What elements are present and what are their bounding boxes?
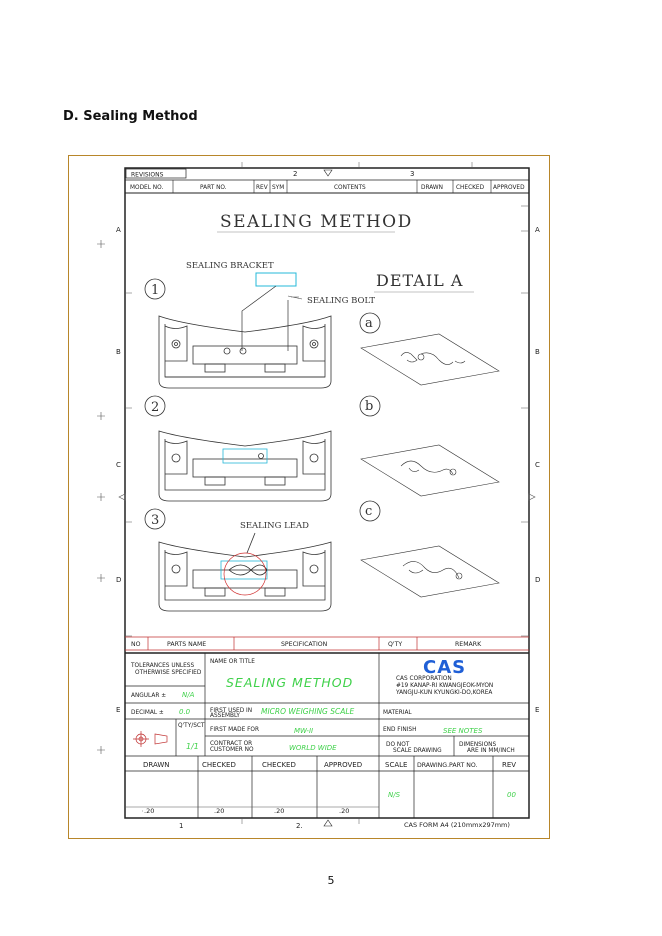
tb-bottom-header-scale: SCALE [385, 761, 408, 769]
tb-first-used-value: MICRO WEIGHING SCALE [261, 707, 355, 716]
tb-first-used-label-1: FIRST USED IN [210, 708, 253, 714]
detail-a-letter: a [365, 316, 373, 331]
tb-bottom-header-rev: REV [502, 761, 517, 769]
projection-symbol-icon [133, 731, 167, 747]
zone-left-e: E [116, 706, 121, 714]
parts-header-spec: SPECIFICATION [281, 641, 328, 648]
zone-right-e: E [535, 706, 540, 714]
tb-tolerances: TOLERANCES UNLESS [131, 663, 195, 669]
tb-bottom-header-drawing-part: DRAWING.PART NO. [417, 762, 478, 769]
zone-top-2: 2 [293, 170, 298, 178]
tb-first-used-label-2: ASSEMBLY [210, 713, 240, 719]
tb-contract-label-1: CONTRACT OR [210, 741, 253, 747]
parts-header-no: NO [131, 641, 141, 648]
tb-company-line-1: CAS CORPORATION [396, 676, 452, 682]
zone-top-3: 3 [410, 170, 415, 178]
cas-logo: CAS [423, 657, 467, 678]
scale-view-3 [159, 533, 331, 611]
tb-date-checked-2: .20 [274, 807, 285, 815]
parts-header-name: PARTS NAME [167, 641, 207, 648]
tb-bottom-header-checked-1: CHECKED [202, 761, 236, 769]
tb-name-label: NAME OR TITLE [210, 659, 255, 665]
zone-left-a: A [116, 226, 121, 234]
zone-right-b: B [535, 348, 540, 356]
rev-header-drawn: DRAWN [421, 185, 443, 191]
tb-decimal-value: 0.0 [179, 708, 191, 716]
zone-bottom-1: 1 [179, 822, 184, 830]
step-2-number: 2 [151, 400, 160, 415]
step-1-number: 1 [151, 283, 160, 298]
sealing-bracket-highlight [256, 273, 296, 286]
zone-left-c: C [116, 461, 121, 469]
scale-view-2 [159, 431, 331, 501]
sealing-lead-label: SEALING LEAD [240, 521, 309, 531]
detail-a-view [361, 334, 499, 385]
center-mark-top [324, 170, 332, 176]
engineering-drawing [69, 156, 551, 840]
revisions-label: REVISIONS [131, 171, 164, 179]
tb-rev-value: 00 [507, 791, 516, 799]
rev-header-sym: SYM [272, 185, 285, 191]
rev-header-contents: CONTENTS [334, 185, 366, 191]
scale-view-1 [159, 316, 331, 388]
tb-end-finish-label: END FINISH [383, 727, 417, 733]
tb-do-not-1: DO NOT [386, 742, 410, 748]
center-mark-bottom [324, 820, 332, 826]
tb-company-line-2: #19 KANAP-RI KWANGJEOK-MYON [396, 683, 494, 689]
figure-frame [68, 155, 550, 839]
tb-date-approved: .20 [339, 807, 350, 815]
tb-material-label: MATERIAL [383, 710, 412, 716]
tb-company-line-3: YANGJU-KUN KYUNGKI-DO,KOREA [396, 690, 493, 696]
tb-end-finish-value: SEE NOTES [443, 727, 483, 735]
form-label: CAS FORM A4 (210mmx297mm) [404, 821, 510, 829]
tb-do-not-2: SCALE DRAWING [393, 748, 442, 754]
tb-first-made-label: FIRST MADE FOR [210, 727, 259, 733]
tb-otherwise: OTHERWISE SPECIFIED [135, 670, 202, 676]
zone-left-b: B [116, 348, 121, 356]
tb-qty-label: Q'TY/SCT [178, 723, 205, 729]
section-heading: D. Sealing Method [63, 109, 198, 124]
rev-header-approved: APPROVED [493, 185, 525, 191]
detail-c-letter: c [365, 504, 373, 519]
zone-right-d: D [535, 576, 541, 584]
tb-contract-label-2: CUSTOMER NO [210, 747, 254, 753]
rev-header-part: PART NO. [200, 185, 227, 191]
tb-bottom-header-checked-2: CHECKED [262, 761, 296, 769]
sealing-bolt-label: SEALING BOLT [307, 296, 376, 306]
rev-header-checked: CHECKED [456, 185, 485, 191]
tb-scale-value: N/S [388, 791, 401, 799]
zone-right-c: C [535, 461, 540, 469]
rev-header-model: MODEL NO. [130, 185, 164, 191]
tb-qty-value: 1/1 [186, 742, 199, 751]
tb-date-drawn: .20 [144, 807, 155, 815]
step-3-number: 3 [151, 513, 160, 528]
tb-angular-value: N/A [182, 691, 195, 699]
zone-right-a: A [535, 226, 540, 234]
zone-left-d: D [116, 576, 122, 584]
rev-header-rev: REV [256, 185, 268, 191]
detail-b-letter: b [365, 399, 374, 414]
detail-title: DETAIL A [376, 271, 464, 290]
drawing-title: SEALING METHOD [220, 212, 413, 232]
detail-c-view [361, 546, 499, 597]
parts-header-remark: REMARK [455, 641, 482, 648]
tb-dims-2: ARE IN MM/INCH [467, 748, 515, 754]
tb-name-value: SEALING METHOD [226, 675, 354, 690]
tb-bottom-header-approved: APPROVED [324, 761, 363, 769]
tb-decimal: DECIMAL ± [131, 710, 164, 716]
tb-angular: ANGULAR ± [131, 693, 167, 699]
zone-bottom-2: 2. [296, 822, 303, 830]
parts-header-qty: Q'TY [388, 641, 403, 648]
tb-first-made-value: MW-II [294, 727, 314, 735]
tb-contract-value: WORLD WIDE [289, 744, 337, 752]
tb-date-checked-1: .20 [214, 807, 225, 815]
tb-bottom-header-drawn: DRAWN [143, 761, 170, 769]
tb-dims-1: DIMENSIONS [459, 742, 497, 748]
sealing-bracket-label: SEALING BRACKET [186, 261, 274, 271]
detail-b-view [361, 445, 499, 496]
page-number: 5 [327, 874, 335, 887]
